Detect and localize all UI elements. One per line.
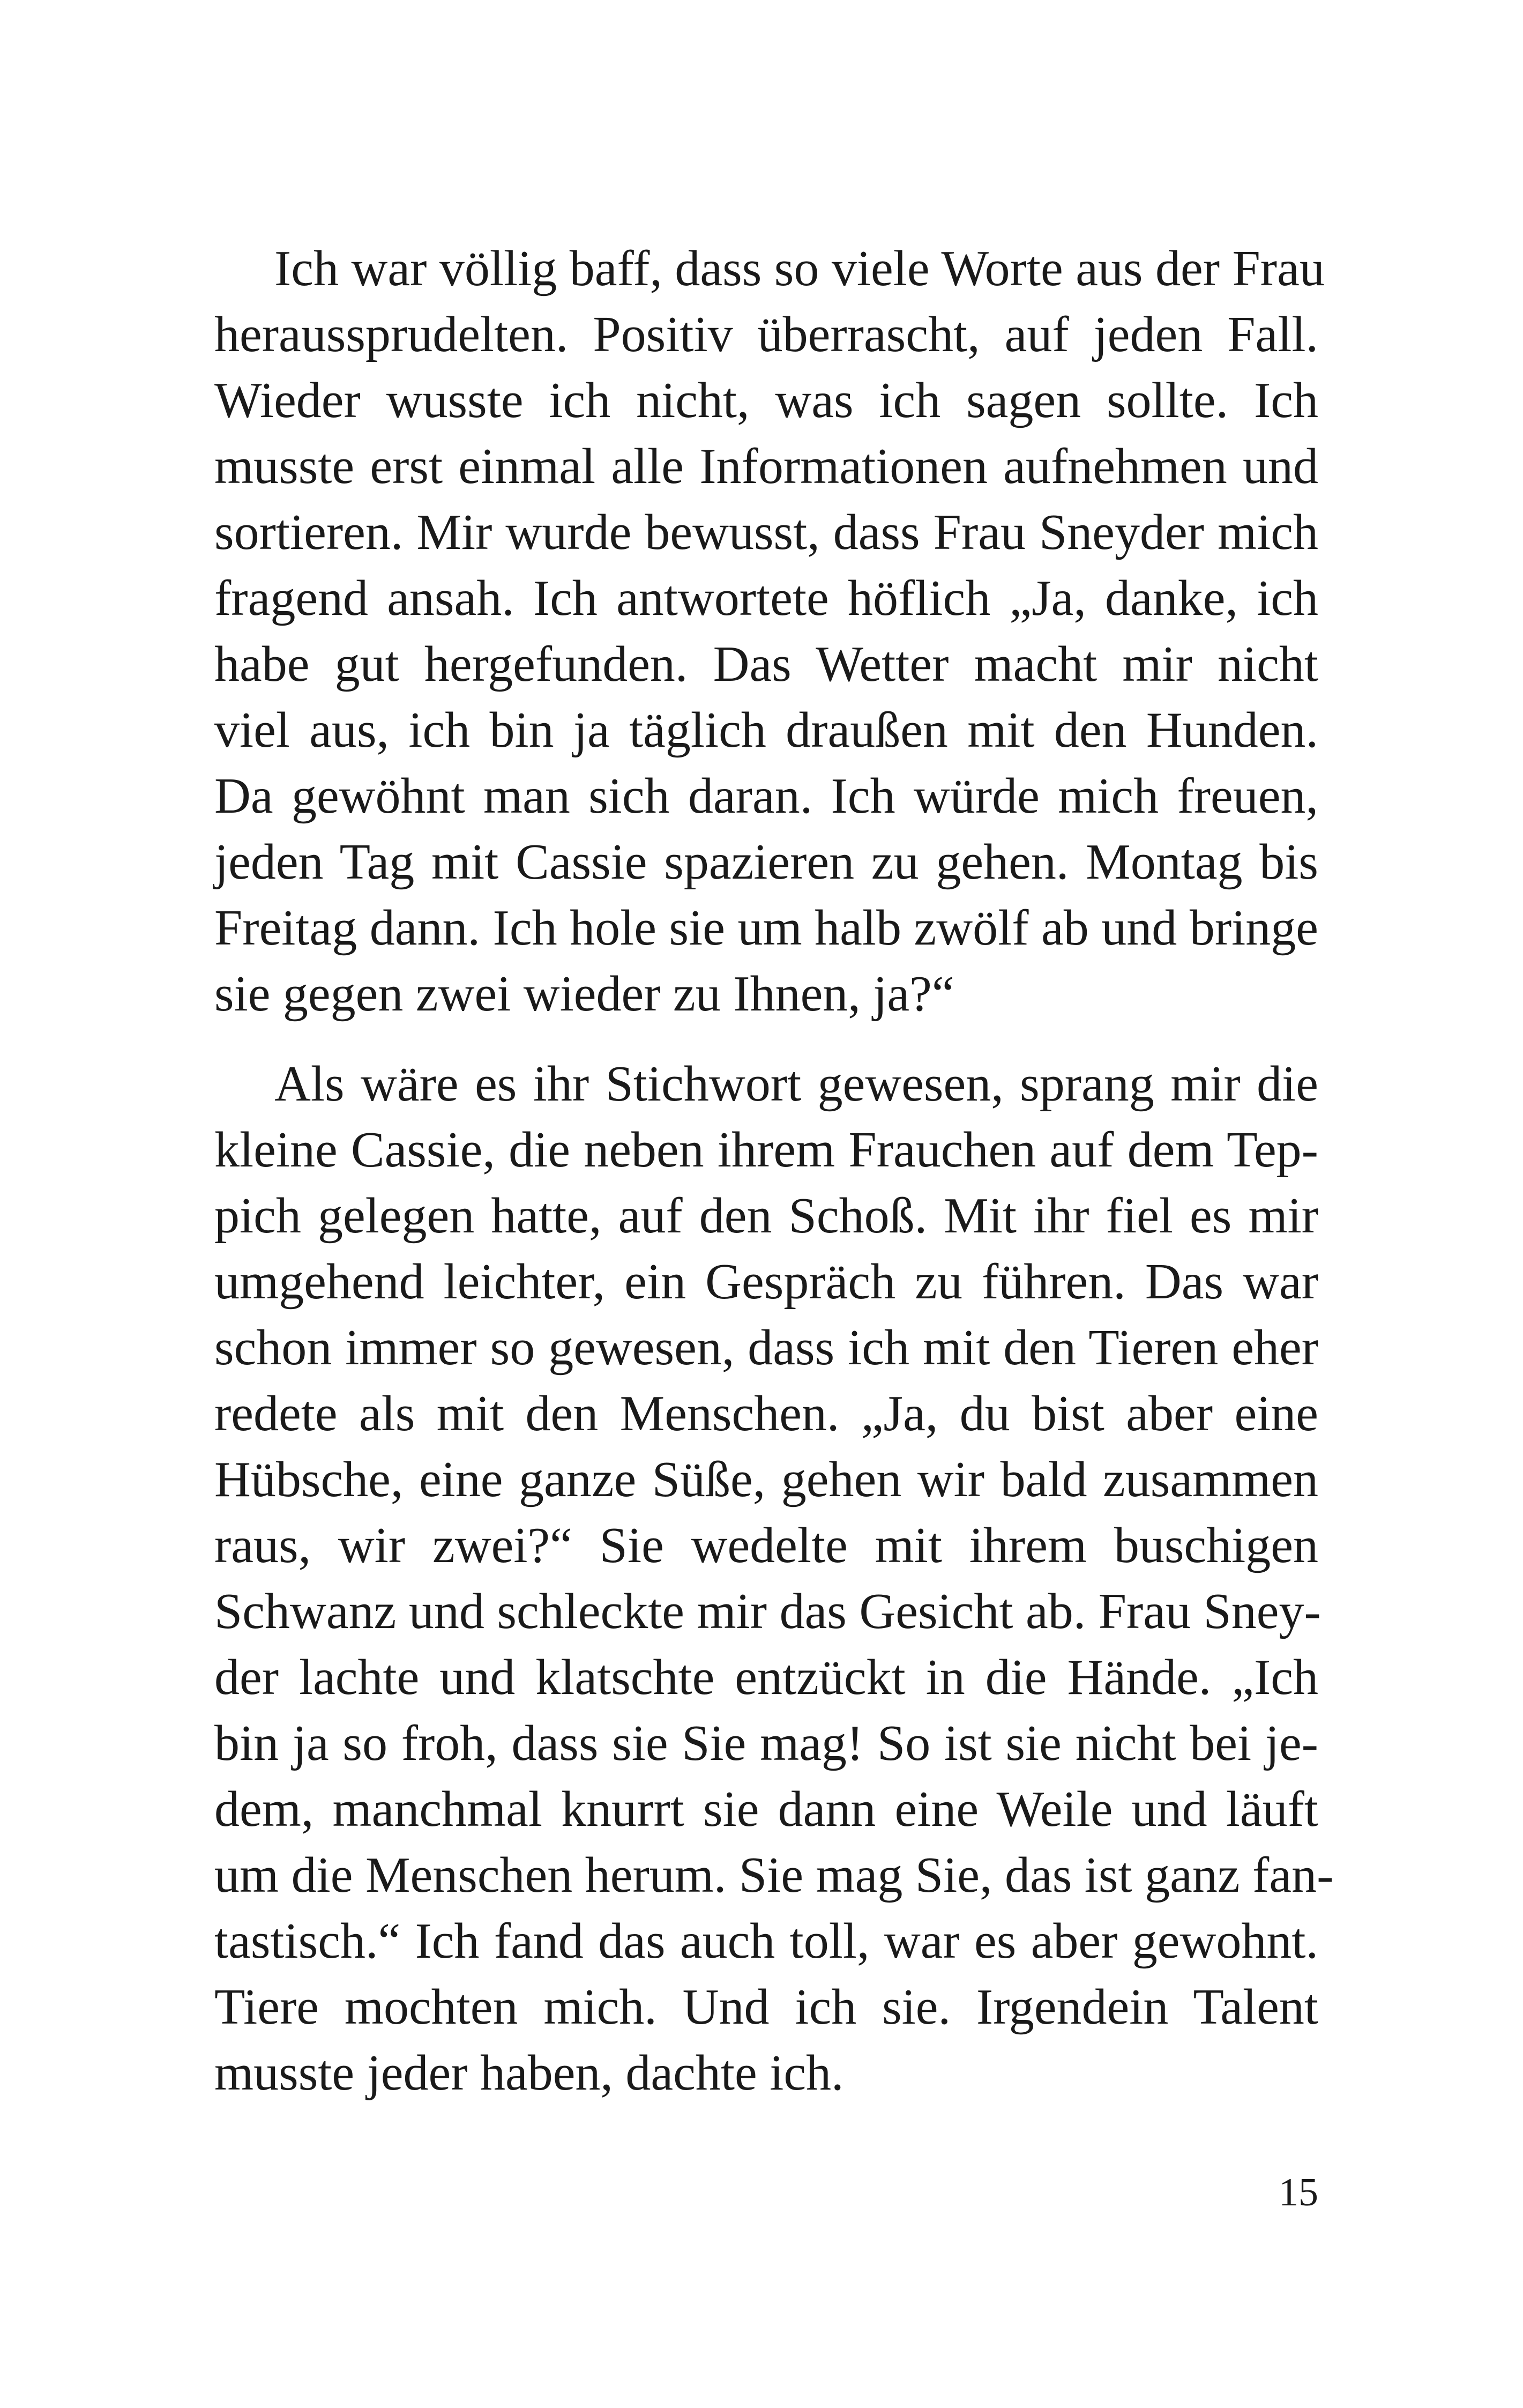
text-line: musste jeder haben, dachte ich. bbox=[214, 2045, 844, 2101]
page-number: 15 bbox=[1279, 2171, 1318, 2214]
body-text bbox=[214, 236, 1334, 2106]
text-line: habe gut hergefunden. Das Wetter macht mir nicht bbox=[214, 636, 1318, 692]
text-line: dem, manchmal knurrt sie dann eine Weile und läuft bbox=[214, 1781, 1318, 1837]
text-line: Hübsche, eine ganze Süße, gehen wir bald zusammen bbox=[214, 1452, 1318, 1507]
text-line: Wieder wusste ich nicht, was ich sagen sollte. Ich bbox=[214, 373, 1318, 428]
text-line: raus, wir zwei?“ Sie wedelte mit ihrem buschigen bbox=[214, 1518, 1318, 1573]
text-line: tastisch.“ Ich fand das auch toll, war es aber gewohnt. bbox=[214, 1913, 1318, 1969]
text-line: jeden Tag mit Cassie spazieren zu gehen. Montag bis bbox=[214, 834, 1318, 890]
text-line: schon immer so gewesen, dass ich mit den Tieren eher bbox=[214, 1320, 1318, 1376]
text-line: bin ja so froh, dass sie Sie mag! So ist sie nicht bei je- bbox=[214, 1715, 1318, 1771]
text-line: musste erst einmal alle Informationen aufnehmen und bbox=[214, 439, 1318, 494]
text-line: sie gegen zwei wieder zu Ihnen, ja?“ bbox=[214, 966, 954, 1022]
paragraph-1 bbox=[214, 236, 1325, 1027]
text-line: Schwanz und schleckte mir das Gesicht ab. Frau Sney- bbox=[214, 1584, 1321, 1639]
text-line: pich gelegen hatte, auf den Schoß. Mit ihr fiel es mir bbox=[214, 1188, 1318, 1244]
text-line: um die Menschen herum. Sie mag Sie, das ist ganz fan- bbox=[214, 1847, 1334, 1903]
text-line: sortieren. Mir wurde bewusst, dass Frau Sneyder mich bbox=[214, 504, 1318, 560]
text-line: umgehend leichter, ein Gespräch zu führen. Das war bbox=[214, 1254, 1318, 1310]
text-line: viel aus, ich bin ja täglich draußen mit den Hunden. bbox=[214, 702, 1318, 758]
text-line: heraussprudelten. Positiv überrascht, auf jeden Fall. bbox=[214, 307, 1318, 362]
text-line: der lachte und klatschte entzückt in die Hände. „Ich bbox=[214, 1649, 1318, 1705]
text-line: Freitag dann. Ich hole sie um halb zwölf ab und bringe bbox=[214, 900, 1318, 956]
text-line: Ich war völlig baff, dass so viele Worte aus der Frau bbox=[274, 241, 1325, 296]
text-line: Tiere mochten mich. Und ich sie. Irgendein Talent bbox=[214, 1979, 1318, 2035]
paragraph-2 bbox=[214, 1051, 1334, 2106]
text-line: Da gewöhnt man sich daran. Ich würde mich freuen, bbox=[214, 768, 1318, 824]
text-line: kleine Cassie, die neben ihrem Frauchen auf dem Tep- bbox=[214, 1122, 1318, 1178]
text-line: fragend ansah. Ich antwortete höflich „Ja, danke, ich bbox=[214, 570, 1318, 626]
text-line: redete als mit den Menschen. „Ja, du bist aber eine bbox=[214, 1386, 1318, 1441]
text-line: Als wäre es ihr Stichwort gewesen, sprang mir die bbox=[274, 1056, 1318, 1112]
